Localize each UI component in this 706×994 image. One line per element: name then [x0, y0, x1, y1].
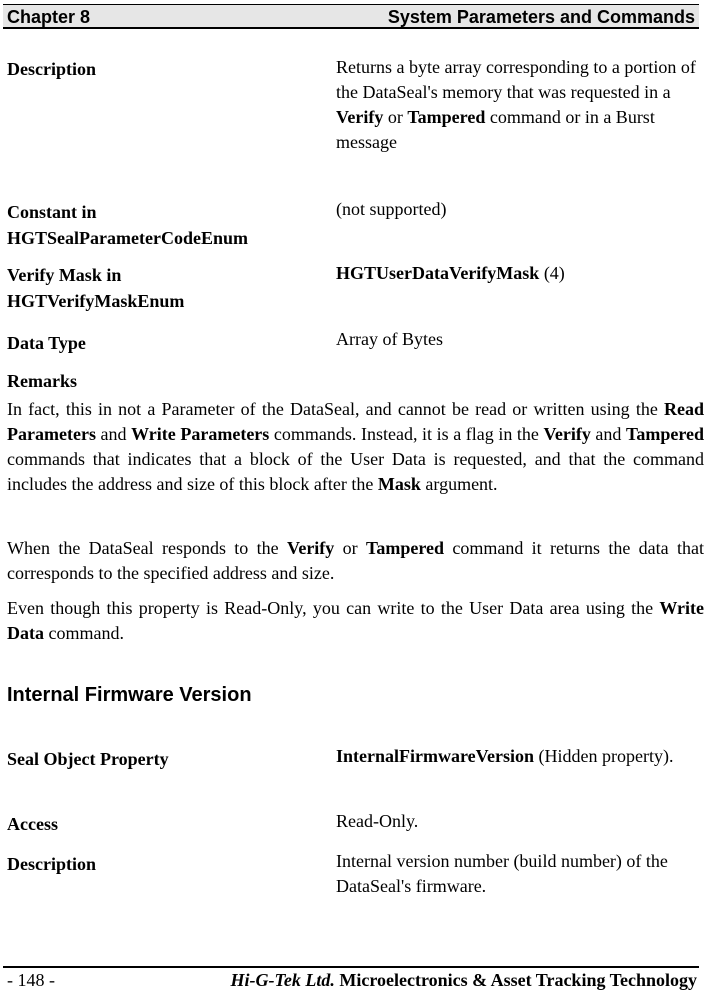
seal-property-value: InternalFirmwareVersion (Hidden property). [336, 746, 674, 766]
page-number: - 148 - [7, 970, 55, 990]
firmware-description-label: Description [7, 854, 96, 874]
remarks-paragraph-2: When the DataSeal responds to the Verify or Tampered command it returns the data that corresponds to the specified address and size. [7, 538, 704, 583]
firmware-description-value: Internal version number (build number) of the DataSeal's firmware. [336, 851, 668, 896]
remarks-paragraph-1: In fact, this in not a Parameter of the DataSeal, and cannot be read or written using the Read Parameters and Write Parameters commands. Instead, it is a flag in the Verify and Tampered commands that indicates that a block of the User Data is requested, and that the command includes the address and size of this block after the Mask argument. [7, 399, 705, 494]
remarks-title: Remarks [7, 371, 77, 391]
constant-label: Constant in HGTSealParameterCodeEnum [7, 202, 248, 248]
footer-company: Hi-G-Tek Ltd. Microelectronics & Asset Tracking Technology [230, 970, 697, 990]
description-label: Description [7, 59, 96, 79]
access-label: Access [7, 814, 58, 834]
access-value: Read-Only. [336, 811, 419, 831]
page-footer [3, 966, 699, 990]
verify-mask-value: HGTUserDataVerifyMask (4) [336, 263, 565, 283]
page-header [3, 4, 699, 29]
constant-value: (not supported) [336, 199, 447, 219]
remarks-paragraph-3: Even though this property is Read-Only, you can write to the User Data area using the Write Data command. [7, 598, 704, 643]
chapter-label: Chapter 8 [7, 7, 91, 27]
seal-property-label: Seal Object Property [7, 749, 169, 769]
section-heading: Internal Firmware Version [7, 684, 252, 706]
verify-mask-label: Verify Mask in HGTVerifyMaskEnum [7, 265, 185, 311]
data-type-value: Array of Bytes [336, 329, 443, 349]
section-title: System Parameters and Commands [387, 7, 695, 27]
description-value: Returns a byte array corresponding to a portion of the DataSeal's memory that was requested in a Verify or Tampered command or in a Burst message [336, 57, 696, 152]
data-type-label: Data Type [7, 333, 86, 353]
